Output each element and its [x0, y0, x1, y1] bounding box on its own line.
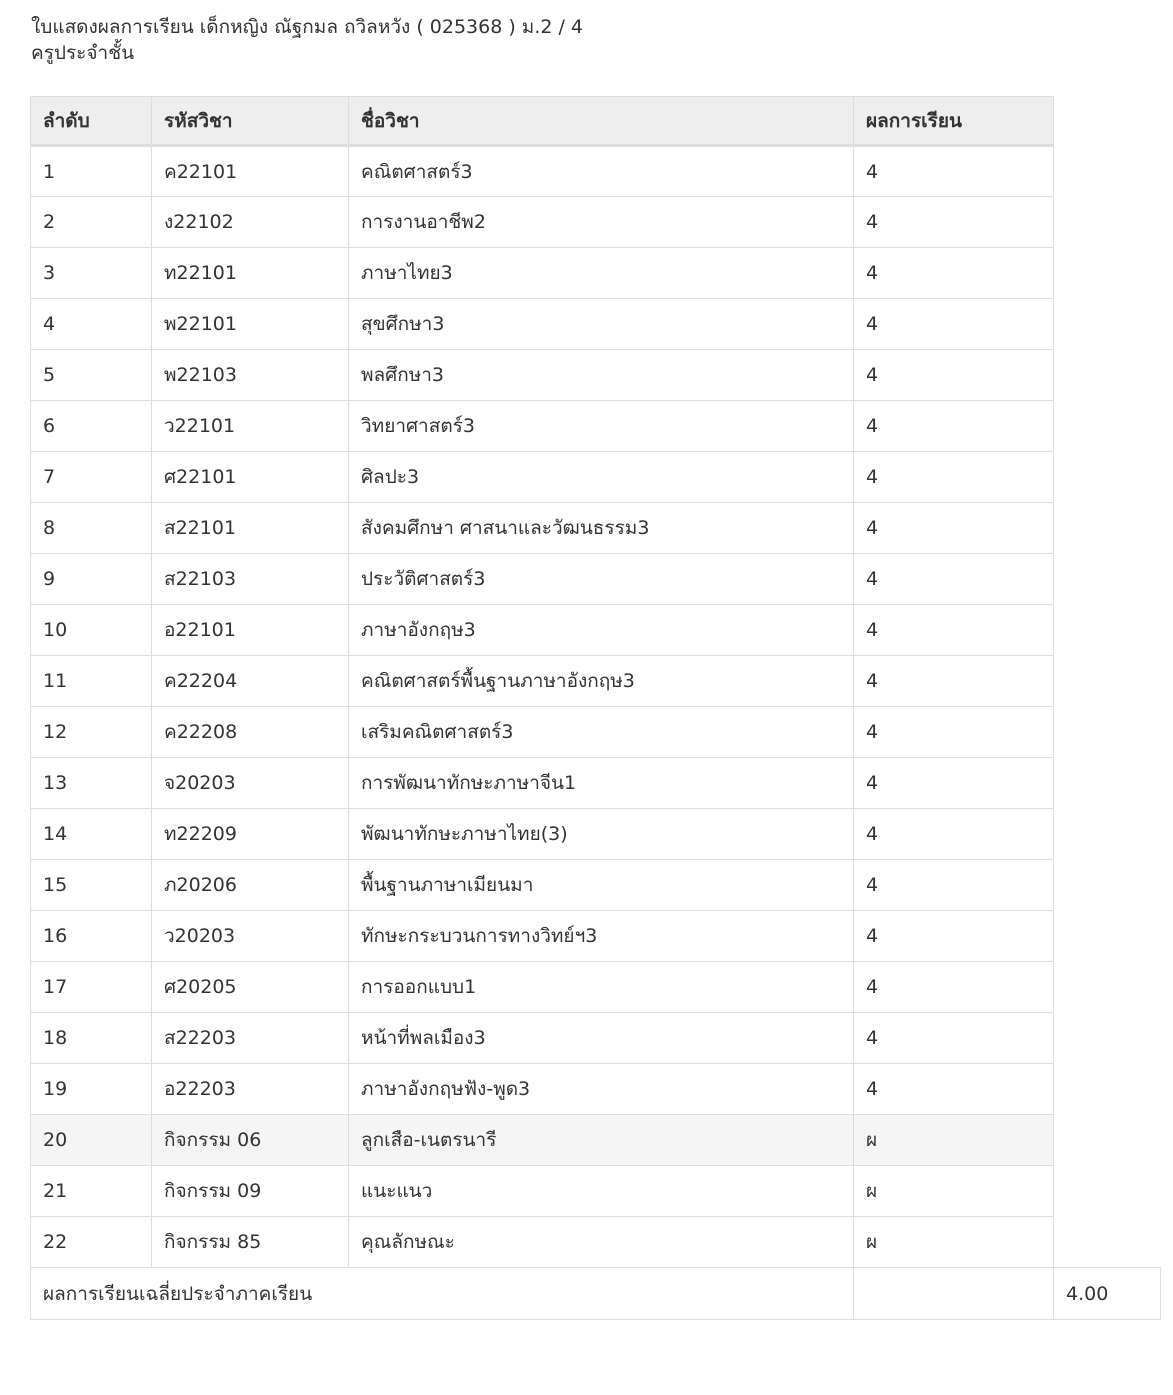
cell-order: 8 [31, 503, 152, 554]
cell-subject-code: ศ22101 [152, 452, 349, 503]
cell-order: 19 [31, 1064, 152, 1115]
cell-grade: 4 [854, 605, 1054, 656]
cell-subject-name: ภาษาอังกฤษฟัง-พูด3 [349, 1064, 854, 1115]
cell-subject-code: ส22203 [152, 1013, 349, 1064]
cell-order: 6 [31, 401, 152, 452]
table-row [31, 197, 1161, 248]
cell-order: 5 [31, 350, 152, 401]
table-row [31, 1115, 1161, 1166]
cell-subject-code: กิจกรรม 09 [152, 1166, 349, 1217]
row-spacer [1054, 758, 1161, 809]
cell-grade: 4 [854, 860, 1054, 911]
cell-subject-name: หน้าที่พลเมือง3 [349, 1013, 854, 1064]
cell-subject-code: ส22101 [152, 503, 349, 554]
cell-grade: 4 [854, 1013, 1054, 1064]
cell-grade: 4 [854, 911, 1054, 962]
cell-grade: 4 [854, 452, 1054, 503]
row-spacer [1054, 1166, 1161, 1217]
cell-grade: 4 [854, 1064, 1054, 1115]
cell-subject-name: แนะแนว [349, 1166, 854, 1217]
cell-subject-code: อ22203 [152, 1064, 349, 1115]
cell-grade: 4 [854, 146, 1054, 197]
report-title: ใบแสดงผลการเรียน เด็กหญิง ณัฐกมล ถวิลหวัง ( 025368 ) ม.2 / 4 [31, 16, 584, 38]
cell-order: 18 [31, 1013, 152, 1064]
report-header [31, 14, 583, 66]
cell-order: 13 [31, 758, 152, 809]
summary-label: ผลการเรียนเฉลี่ยประจำภาคเรียน [31, 1268, 854, 1320]
cell-subject-name: การออกแบบ1 [349, 962, 854, 1013]
cell-grade: 4 [854, 962, 1054, 1013]
table-row [31, 248, 1161, 299]
cell-grade: 4 [854, 554, 1054, 605]
cell-subject-name: พื้นฐานภาษาเมียนมา [349, 860, 854, 911]
cell-subject-name: วิทยาศาสตร์3 [349, 401, 854, 452]
row-spacer [1054, 554, 1161, 605]
cell-order: 15 [31, 860, 152, 911]
cell-subject-name: การพัฒนาทักษะภาษาจีน1 [349, 758, 854, 809]
cell-order: 17 [31, 962, 152, 1013]
cell-subject-name: ประวัติศาสตร์3 [349, 554, 854, 605]
column-header-subject-code: รหัสวิชา [152, 97, 349, 146]
cell-grade: 4 [854, 809, 1054, 860]
row-spacer [1054, 299, 1161, 350]
cell-grade: 4 [854, 401, 1054, 452]
row-spacer [1054, 1217, 1161, 1268]
cell-subject-code: กิจกรรม 06 [152, 1115, 349, 1166]
grades-table [30, 96, 1161, 1320]
row-spacer [1054, 1115, 1161, 1166]
cell-subject-code: ค22208 [152, 707, 349, 758]
cell-subject-code: ท22209 [152, 809, 349, 860]
cell-order: 22 [31, 1217, 152, 1268]
column-header-grade: ผลการเรียน [854, 97, 1054, 146]
cell-order: 9 [31, 554, 152, 605]
cell-subject-name: คุณลักษณะ [349, 1217, 854, 1268]
cell-subject-name: พลศึกษา3 [349, 350, 854, 401]
row-spacer [1054, 197, 1161, 248]
row-spacer [1054, 452, 1161, 503]
cell-subject-code: ง22102 [152, 197, 349, 248]
cell-subject-code: จ20203 [152, 758, 349, 809]
table-row [31, 299, 1161, 350]
cell-grade: 4 [854, 758, 1054, 809]
summary-row [31, 1268, 1161, 1320]
table-row [31, 401, 1161, 452]
cell-subject-code: ศ20205 [152, 962, 349, 1013]
row-spacer [1054, 707, 1161, 758]
cell-subject-code: อ22101 [152, 605, 349, 656]
cell-subject-name: คณิตศาสตร์พื้นฐานภาษาอังกฤษ3 [349, 656, 854, 707]
cell-order: 16 [31, 911, 152, 962]
cell-order: 12 [31, 707, 152, 758]
cell-subject-name: ศิลปะ3 [349, 452, 854, 503]
cell-order: 3 [31, 248, 152, 299]
cell-grade: ผ [854, 1166, 1054, 1217]
cell-subject-name: คณิตศาสตร์3 [349, 146, 854, 197]
cell-subject-code: ท22101 [152, 248, 349, 299]
cell-grade: 4 [854, 707, 1054, 758]
cell-subject-code: ว20203 [152, 911, 349, 962]
homeroom-teacher-label: ครูประจำชั้น [31, 42, 135, 64]
grades-table-body [31, 146, 1161, 1268]
row-spacer [1054, 503, 1161, 554]
table-row [31, 656, 1161, 707]
row-spacer [1054, 911, 1161, 962]
table-row [31, 758, 1161, 809]
column-header-subject-name: ชื่อวิชา [349, 97, 854, 146]
table-row [31, 503, 1161, 554]
cell-subject-name: ภาษาไทย3 [349, 248, 854, 299]
row-spacer [1054, 656, 1161, 707]
table-row [31, 962, 1161, 1013]
summary-empty-cell [854, 1268, 1054, 1320]
cell-order: 4 [31, 299, 152, 350]
table-row [31, 809, 1161, 860]
cell-order: 11 [31, 656, 152, 707]
cell-grade: 4 [854, 350, 1054, 401]
row-spacer [1054, 350, 1161, 401]
table-row [31, 350, 1161, 401]
cell-subject-code: ภ20206 [152, 860, 349, 911]
cell-order: 1 [31, 146, 152, 197]
cell-order: 2 [31, 197, 152, 248]
table-row [31, 1217, 1161, 1268]
cell-grade: 4 [854, 503, 1054, 554]
table-header-row [31, 97, 1161, 146]
table-row [31, 911, 1161, 962]
table-row [31, 1013, 1161, 1064]
cell-subject-code: กิจกรรม 85 [152, 1217, 349, 1268]
cell-subject-code: ว22101 [152, 401, 349, 452]
cell-order: 21 [31, 1166, 152, 1217]
column-header-order: ลำดับ [31, 97, 152, 146]
row-spacer [1054, 248, 1161, 299]
cell-subject-name: การงานอาชีพ2 [349, 197, 854, 248]
cell-order: 7 [31, 452, 152, 503]
table-row [31, 1166, 1161, 1217]
cell-grade: 4 [854, 248, 1054, 299]
header-spacer [1054, 97, 1161, 146]
cell-order: 10 [31, 605, 152, 656]
cell-grade: 4 [854, 656, 1054, 707]
table-row [31, 605, 1161, 656]
cell-grade: 4 [854, 299, 1054, 350]
cell-subject-name: ภาษาอังกฤษ3 [349, 605, 854, 656]
row-spacer [1054, 962, 1161, 1013]
cell-subject-name: ลูกเสือ-เนตรนารี [349, 1115, 854, 1166]
cell-subject-code: พ22103 [152, 350, 349, 401]
cell-subject-name: ทักษะกระบวนการทางวิทย์ฯ3 [349, 911, 854, 962]
row-spacer [1054, 146, 1161, 197]
cell-subject-name: เสริมคณิตศาสตร์3 [349, 707, 854, 758]
row-spacer [1054, 401, 1161, 452]
table-row [31, 452, 1161, 503]
cell-grade: 4 [854, 197, 1054, 248]
row-spacer [1054, 1064, 1161, 1115]
cell-subject-code: พ22101 [152, 299, 349, 350]
table-row [31, 1064, 1161, 1115]
table-row [31, 707, 1161, 758]
row-spacer [1054, 860, 1161, 911]
cell-order: 14 [31, 809, 152, 860]
row-spacer [1054, 809, 1161, 860]
cell-subject-name: สุขศึกษา3 [349, 299, 854, 350]
cell-subject-code: ค22204 [152, 656, 349, 707]
table-row [31, 146, 1161, 197]
cell-grade: ผ [854, 1115, 1054, 1166]
cell-subject-name: สังคมศึกษา ศาสนาและวัฒนธรรม3 [349, 503, 854, 554]
summary-gpa-value: 4.00 [1054, 1268, 1161, 1320]
cell-order: 20 [31, 1115, 152, 1166]
cell-grade: ผ [854, 1217, 1054, 1268]
cell-subject-code: ส22103 [152, 554, 349, 605]
cell-subject-code: ค22101 [152, 146, 349, 197]
cell-subject-name: พัฒนาทักษะภาษาไทย(3) [349, 809, 854, 860]
table-row [31, 554, 1161, 605]
row-spacer [1054, 1013, 1161, 1064]
table-row [31, 860, 1161, 911]
row-spacer [1054, 605, 1161, 656]
